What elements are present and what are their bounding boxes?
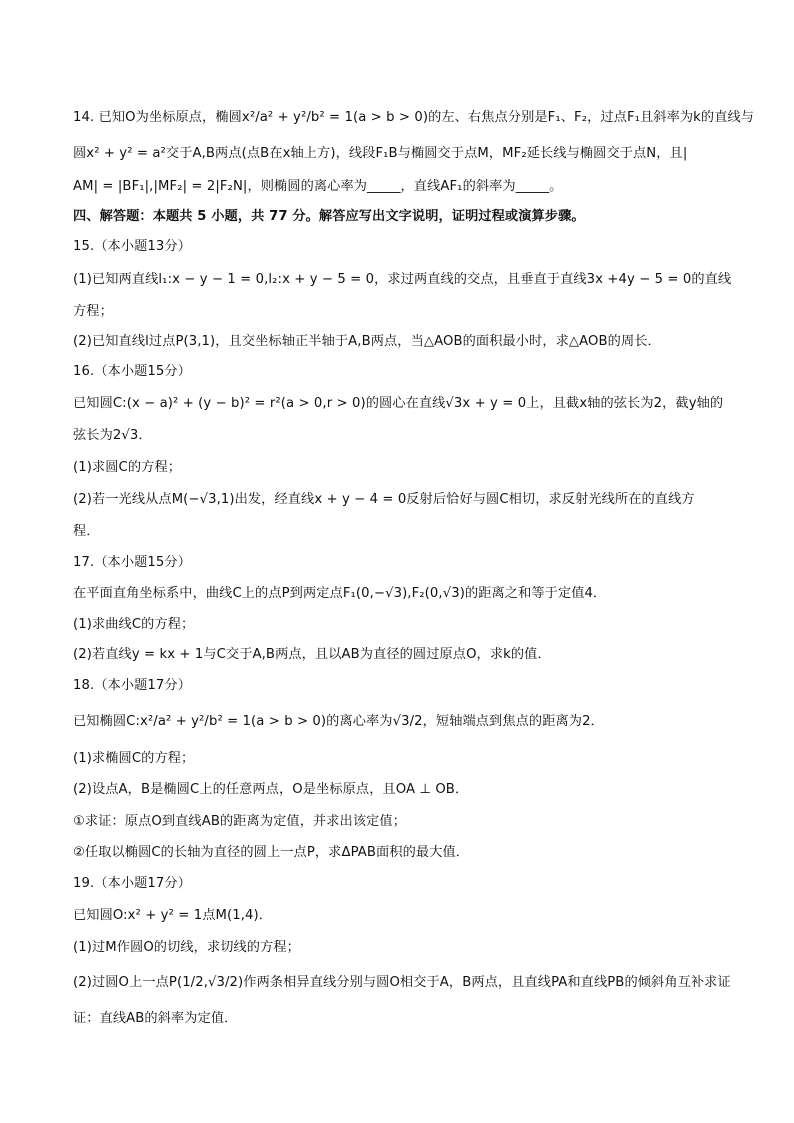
q17-part2: (2)若直线y = kx + 1与C交于A,B两点，且以AB为直径的圆过原点O，求k的值． [73,647,551,662]
q19-part1: (1)过M作圆O的切线，求切线的方程； [73,940,300,955]
q16-part2-line-2: 程． [73,524,100,539]
q15-heading: 15.（本小题13分） [73,239,191,254]
q19-heading: 19.（本小题17分） [73,876,191,891]
q16-part1: (1)求圆C的方程； [73,460,182,475]
q18-part2: (2)设点A，B是椭圆C上的任意两点，O是坐标原点，且OA ⊥ OB． [73,782,469,797]
q18-stem: 已知椭圆C:x²/a² + y²/b² = 1(a > b > 0)的离心率为√3/2，短轴端点到焦点的距离为2． [73,714,604,729]
q18-part2-sub2: ②任取以椭圆C的长轴为直径的圆上一点P，求ΔPAB面积的最大值． [73,845,470,860]
q15-part1-line-1: (1)已知两直线l₁:x − y − 1 = 0,l₂:x + y − 5 = 0，求过两直线的交点，且垂直于直线3x +4y − 5 = 0的直线 [73,272,732,287]
q18-part1: (1)求椭圆C的方程； [73,751,195,766]
q16-stem-line-2: 弦长为2√3． [73,428,152,443]
q17-heading: 17.（本小题15分） [73,555,191,570]
q14-line-1: 14. 已知O为坐标原点，椭圆x²/a² + y²/b² = 1(a > b > 0)的左、右焦点分别是F₁、F₂，过点F₁且斜率为k的直线与 [73,110,755,125]
q18-part2-sub1: ①求证：原点O到直线AB的距离为定值，并求出该定值； [73,814,406,829]
q16-stem-line-1: 已知圆C:(x − a)² + (y − b)² = r²(a > 0,r > 0)的圆心在直线√3x + y = 0上，且截x轴的弦长为2，截y轴的 [73,396,724,411]
q14-line-3: AM| = |BF₁|,|MF₂| = 2|F₂N|，则椭圆的离心率为_____，直线AF₁的斜率为_____。 [73,179,563,194]
q17-stem: 在平面直角坐标系中，曲线C上的点P到两定点F₁(0,−√3),F₂(0,√3)的距离之和等于定值4． [73,586,607,601]
q15-part2: (2)已知直线l过点P(3,1)，且交坐标轴正半轴于A,B两点，当△AOB的面积最小时，求△AOB的周长． [73,334,661,349]
q16-heading: 16.（本小题15分） [73,364,191,379]
section-heading: 四、解答题：本题共 5 小题，共 77 分。解答应写出文字说明，证明过程或演算步骤。 [73,209,585,224]
q17-part1: (1)求曲线C的方程； [73,617,195,632]
q15-part1-line-2: 方程； [73,304,113,319]
q19-part2-line-1: (2)过圆O上一点P(1/2,√3/2)作两条相异直线分别与圆O相交于A，B两点，且直线PA和直线PB的倾斜角互补求证 [73,975,731,990]
q19-part2-line-2: 证：直线AB的斜率为定值． [73,1011,238,1026]
q16-part2-line-1: (2)若一光线从点M(−√3,1)出发，经直线x + y − 4 = 0反射后恰好与圆C相切，求反射光线所在的直线方 [73,492,695,507]
q14-line-2: 圆x² + y² = a²交于A,B两点(点B在x轴上方)，线段F₁B与椭圆交于点M，MF₂延长线与椭圆交于点N，且| [73,146,688,161]
q19-stem: 已知圆O:x² + y² = 1点M(1,4)． [73,908,273,923]
q18-heading: 18.（本小题17分） [73,678,191,693]
